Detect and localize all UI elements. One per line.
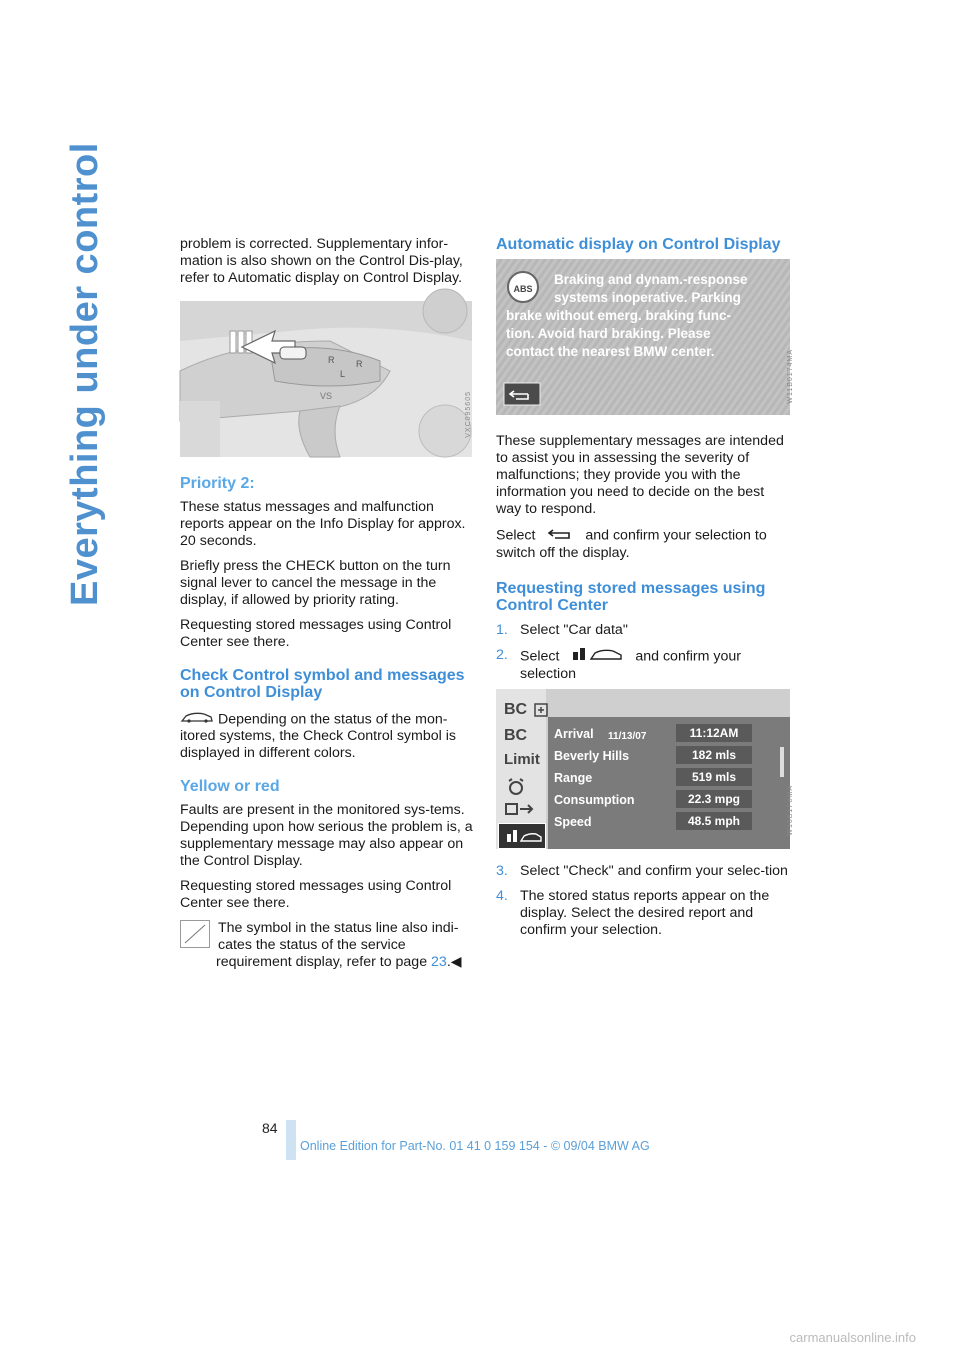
left-column <box>180 236 474 979</box>
auto-display-p2 <box>496 526 792 562</box>
yellow-red-heading: Yellow or red <box>180 778 280 796</box>
note-page-link[interactable]: 23 <box>431 954 447 971</box>
site-watermark <box>0 1330 960 1345</box>
footer-edition: Online Edition for Part-No. 01 41 0 159 154 - © 09/04 BMW AG <box>300 1139 650 1153</box>
menu-scrollbar[interactable] <box>780 747 784 777</box>
cd-line-5: contact the nearest BMW center. <box>506 344 715 359</box>
alarm-clock-icon[interactable] <box>506 777 526 802</box>
step-3-text: Select "Check" and confirm your selec-tion <box>520 863 788 879</box>
menu-row-range-label: Range <box>554 771 593 785</box>
check-control-car-icon <box>180 711 214 728</box>
figure-code-right-1: W11B0174MA <box>787 349 794 404</box>
step-2-select: Select <box>520 648 560 665</box>
cd-line-2: systems inoperative. Parking <box>554 290 741 305</box>
step-1-number: 1. <box>496 622 508 638</box>
menu-row-arrival-label: Arrival <box>554 727 594 741</box>
menu-left-item-bc1[interactable]: BC <box>504 701 528 718</box>
step-4-text: The stored status reports appear on the display. Select the desired report and confirm your selection. <box>520 888 770 938</box>
step-2 <box>496 647 792 683</box>
switch-off-text: and confirm your selection to switch off the display. <box>496 527 767 561</box>
requesting-heading: Requesting stored messages using Control Center <box>496 580 766 614</box>
select-text: Select <box>496 527 536 544</box>
yellow-red-p1: Faults are present in the monitored sys-tems. Depending upon how serious the problem is, a supplementary message may also appear on the Control Display. <box>180 802 473 870</box>
menu-row-consumption[interactable] <box>548 789 790 811</box>
steps-list-a <box>496 622 792 683</box>
step-4 <box>496 888 792 939</box>
menu-row-consumption-label: Consumption <box>554 793 635 807</box>
menu-left-item-bc2[interactable]: BC <box>504 727 528 744</box>
page-number: 84 <box>262 1120 278 1136</box>
cd-line-1: Braking and dynam.-response <box>554 272 748 287</box>
menu-row-speed-value: 48.5 mph <box>676 812 752 830</box>
steps-list-b <box>496 863 792 939</box>
menu-row-speed[interactable] <box>548 811 790 833</box>
auto-display-heading: Automatic display on Control Display <box>496 236 781 253</box>
intro-paragraph: problem is corrected. Supplementary infor-mation is also shown on the Control Dis-play, refer to Automatic display on Control Display. <box>180 236 463 286</box>
computer-icon[interactable] <box>504 801 534 822</box>
cd-line-4: tion. Avoid hard braking. Please <box>506 326 711 341</box>
bc-small-icon <box>534 703 548 722</box>
step-3-number: 3. <box>496 863 508 879</box>
turn-signal-lever-figure <box>180 301 472 457</box>
check-control-p1 <box>180 711 474 762</box>
end-mark-icon: ◀ <box>450 954 462 971</box>
svg-text:R: R <box>356 359 363 369</box>
control-display-message-figure <box>496 259 794 415</box>
step-4-number: 4. <box>496 888 508 904</box>
check-menu-item-selected[interactable] <box>498 823 546 849</box>
step-1 <box>496 622 792 639</box>
menu-left-item-limit[interactable]: Limit <box>504 751 540 768</box>
menu-row-speed-label: Speed <box>554 815 592 829</box>
menu-row-destination-label: Beverly Hills <box>554 749 630 763</box>
note-text: The symbol in the status line also indi-cates the status of the service requirement display, refer to page <box>216 920 459 971</box>
car-data-menu-figure <box>496 689 794 849</box>
footer-accent-bar <box>286 1120 296 1160</box>
yellow-red-p2: Requesting stored messages using Control Center see there. <box>180 878 452 912</box>
priority2-heading: Priority 2: <box>180 475 255 492</box>
priority2-p1: These status messages and malfunction reports appear on the Info Display for approx. 20 seconds. <box>180 499 466 549</box>
check-car-menu-icon <box>571 647 623 666</box>
menu-row-arrival[interactable] <box>548 723 790 745</box>
site-watermark-text: carmanualsonline.info <box>789 1330 916 1345</box>
check-control-text: Depending on the status of the mon-itored systems, the Check Control symbol is displayed in different colors. <box>180 711 456 762</box>
menu-row-destination[interactable] <box>548 745 790 767</box>
side-chapter-title-text: Everything under control <box>64 142 106 606</box>
step-1-text: Select "Car data" <box>520 622 628 638</box>
yellow-red-note <box>180 920 474 971</box>
menu-row-range-value: 519 mls <box>676 768 752 786</box>
menu-row-destination-value: 182 mls <box>676 746 752 764</box>
step-2-number: 2. <box>496 647 508 663</box>
menu-row-arrival-date: 11/13/07 <box>608 731 647 742</box>
cd-message-lines <box>496 271 790 361</box>
auto-display-p1: These supplementary messages are intended to assist you in assessing the severity of malfunctions; they provide you with the information you need to decide on the best way to respond. <box>496 433 784 517</box>
note-symbol-icon <box>180 920 210 948</box>
abs-badge: ABS <box>513 284 533 294</box>
check-control-heading: Check Control symbol and messages on Control Display <box>180 667 465 701</box>
figure-code-right-2: W16B1F8MA <box>787 785 794 836</box>
turn-signal-lever-illustration <box>180 301 472 457</box>
menu-row-arrival-value: 11:12AM <box>676 724 752 742</box>
figure-code-left: VXC095605 <box>465 391 472 438</box>
menu-row-range[interactable] <box>548 767 790 789</box>
svg-text:VS: VS <box>320 391 333 401</box>
right-column <box>496 236 792 947</box>
step-2-text: and confirm your selection <box>520 648 742 682</box>
priority2-p2: Briefly press the CHECK button on the turn signal lever to cancel the message in the display, if allowed by priority rating. <box>180 558 451 608</box>
svg-text:L: L <box>340 369 346 379</box>
back-arrow-icon <box>547 526 573 545</box>
cd-line-3: brake without emerg. braking func- <box>506 308 732 323</box>
priority2-p3: Requesting stored messages using Control Center see there. <box>180 617 452 650</box>
step-3 <box>496 863 792 880</box>
note-end: . <box>446 954 451 971</box>
menu-row-consumption-value: 22.3 mpg <box>676 790 752 808</box>
svg-text:R: R <box>328 355 335 365</box>
